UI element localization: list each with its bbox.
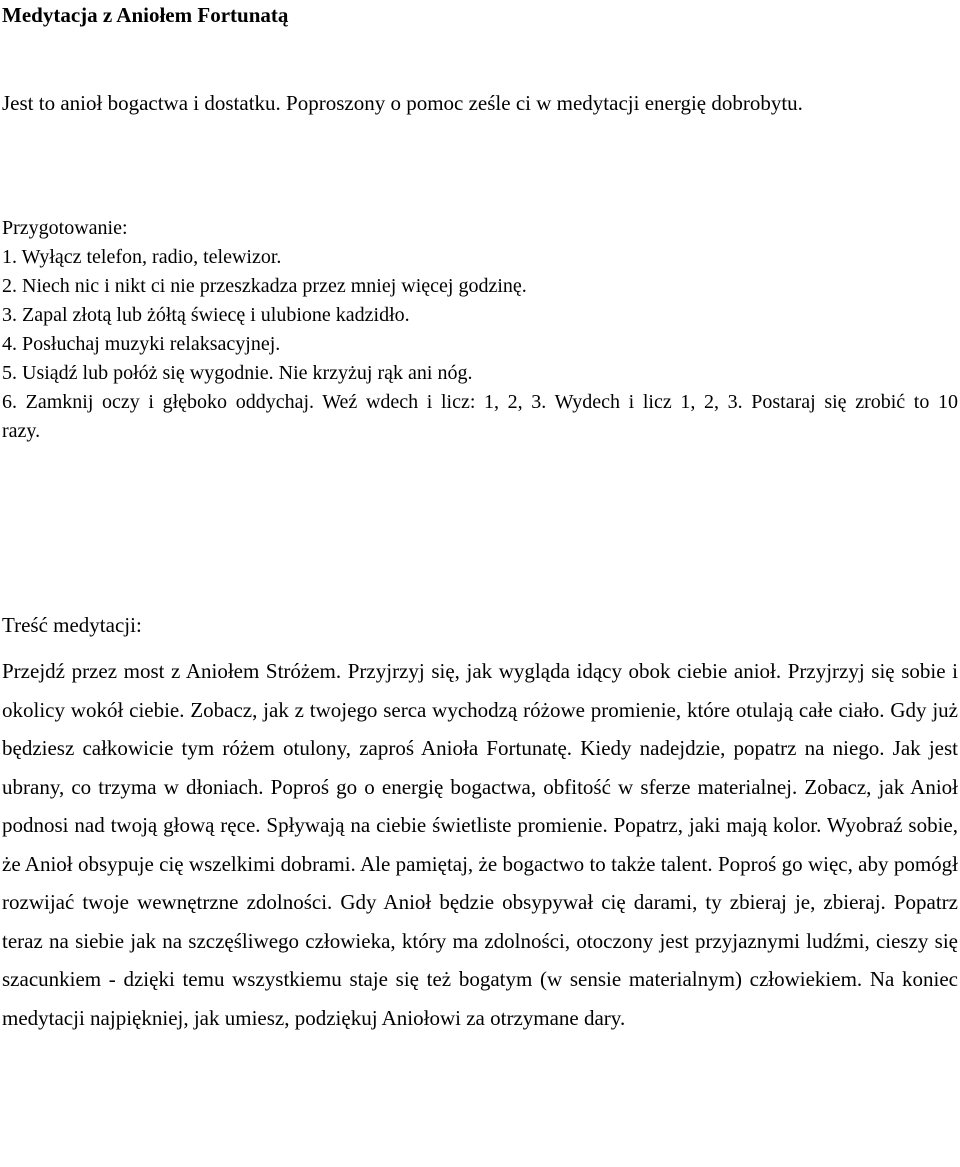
preparation-step-5: 5. Usiądź lub połóż się wygodnie. Nie krzyżuj rąk ani nóg. — [2, 362, 473, 384]
preparation-step-4: 4. Posłuchaj muzyki relaksacyjnej. — [2, 333, 281, 355]
preparation-step-3: 3. Zapal złotą lub żółtą świecę i ulubione kadzidło. — [2, 304, 410, 326]
preparation-step-6: 6. Zamknij oczy i głęboko oddychaj. Weź wdech i licz: 1, 2, 3. Wydech i licz 1, 2, 3. Postaraj się zrobić to 10 razy. — [2, 391, 958, 442]
preparation-section — [2, 214, 958, 446]
preparation-step-1: 1. Wyłącz telefon, radio, telewizor. — [2, 246, 282, 268]
intro-paragraph: Jest to anioł bogactwa i dostatku. Poproszony o pomoc ześle ci w medytacji energię dobrobytu. — [2, 91, 803, 115]
preparation-step-2: 2. Niech nic i nikt ci nie przeszkadza przez mniej więcej godzinę. — [2, 275, 527, 297]
meditation-heading: Treść medytacji: — [2, 613, 142, 637]
document-title: Medytacja z Aniołem Fortunatą — [2, 3, 289, 27]
meditation-text: Przejdź przez most z Aniołem Stróżem. Przyjrzyj się, jak wygląda idący obok ciebie anioł. Przyjrzyj się sobie i okolicy wokół ciebie. Zobacz, jak z twojego serca wychodzą różowe promienie, które otulają całe ciało. Gdy już będziesz całkowicie tym różem otulony, zaproś Anioła Fortunatę. Kiedy nadejdzie, popatrz na niego. Jak jest ubrany, co trzyma w dłoniach. Poproś go o energię bogactwa, obfitość w sferze materialnej. Zobacz, jak Anioł podnosi nad twoją głową ręce. Spływają na ciebie świetliste promienie. Popatrz, jaki mają kolor. Wyobraź sobie, że Anioł obsypuje cię wszelkimi dobrami. Ale pamiętaj, że bogactwo to także talent. Poproś go więc, aby pomógł rozwijać twoje wewnętrzne zdolności. Gdy Anioł będzie obsypywał cię darami, ty zbieraj je, zbieraj. Popatrz teraz na siebie jak na szczęśliwego człowieka, który ma zdolności, otoczony jest przyjaznymi ludźmi, cieszy się szacunkiem - dzięki temu wszystkiemu staje się też bogatym (w sensie materialnym) człowiekiem. Na koniec medytacji najpiękniej, jak umiesz, podziękuj Aniołowi za otrzymane dary. — [2, 659, 958, 1030]
preparation-heading: Przygotowanie: — [2, 217, 128, 239]
